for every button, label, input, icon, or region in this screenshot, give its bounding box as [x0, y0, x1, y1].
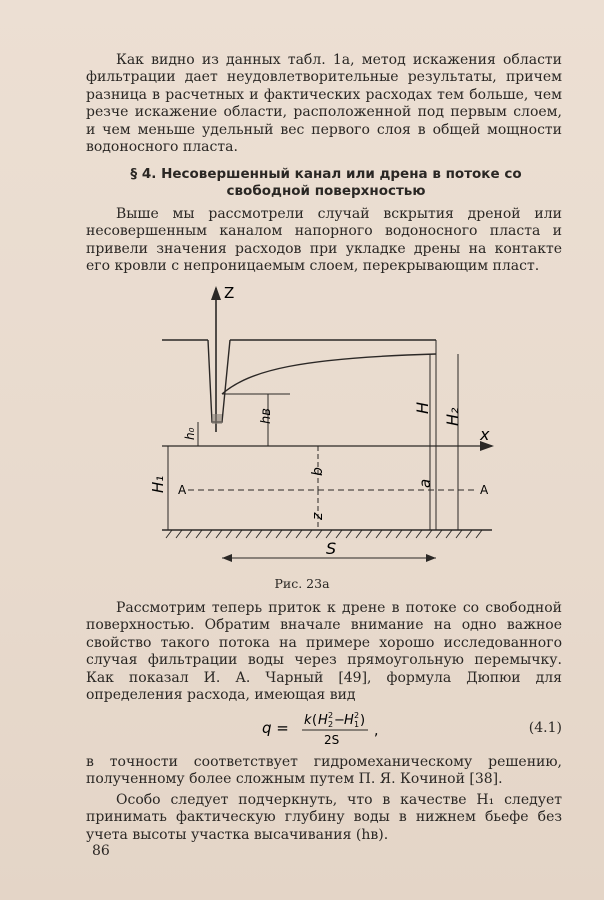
formula-tail: , [374, 723, 379, 739]
formula-h2-sq: 2 [328, 711, 334, 720]
formula-h1-sq: 2 [354, 711, 360, 720]
h2-label: H₂ [443, 407, 462, 426]
formula-number: (4.1) [528, 720, 562, 736]
formula-lhs: q = [262, 719, 289, 737]
b-label: b [310, 467, 326, 476]
paragraph-intro: Как видно из данных табл. 1а, метод искажения области фильтрации дает неудовлетворительные результаты, причем разница в расчетных и фактических расходах тем больше, чем резче искажение области, расположенной под первым слоем, и чем меньше удельный вес первого слоя в общей мощности водоносного пласта. [86, 52, 562, 156]
paragraph-kochina: в точности соответствует гидромеханическому решению, полученному более сложным путем П. Я. Кочиной [38]. [86, 754, 562, 788]
formula-k: k [304, 713, 312, 728]
free-surface-curve [222, 354, 436, 394]
base-hatching [166, 530, 482, 538]
formula-h1-sub: 1 [354, 720, 360, 729]
formula-4-1 [0, 708, 604, 748]
x-axis-label: x [480, 425, 490, 444]
paragraph-previous-case: Выше мы рассмотрели случай вскрытия дреной или несовершенным каналом напорного водоносного пласта и привели значения расходов при укладке дрены на контакте его кровли с непроницаемым слоем, перекрывающим пласт. [86, 206, 562, 275]
paragraph-free-surface: Рассмотрим теперь приток к дрене в потоке со свободной поверхностью. Обратим вначале внимание на одно важное свойство такого потока на примере хорошо исследованного случая фильтрации воды через прямоугольную перемычку. Как показал И. А. Чарный [49], формула Дюпюи для определения расхода, имеющая вид [86, 600, 562, 704]
section-label-a-right: A [480, 483, 489, 497]
z-label: z [310, 512, 326, 520]
drain-water [212, 414, 222, 424]
z-axis-label: Z [224, 284, 235, 302]
svg-text:−: − [334, 713, 345, 728]
h1-label: H₁ [149, 475, 167, 493]
svg-text:): ) [360, 713, 366, 728]
hb-label: hв [259, 408, 274, 424]
a-label: a [416, 478, 434, 488]
formula-h2: H [318, 713, 328, 728]
section-label-a-left: A [178, 483, 187, 497]
formula-h2-sub: 2 [328, 720, 334, 729]
formula-h1: H [344, 713, 354, 728]
h-label: H [413, 401, 432, 414]
page-number: 86 [92, 843, 110, 859]
drain-trench [208, 340, 230, 422]
section-heading: § 4. Несовершенный канал или дрена в потоке со свободной поверхностью [130, 166, 522, 199]
formula-denominator: 2S [324, 733, 340, 747]
z-axis-arrow [211, 286, 221, 300]
s-label: S [326, 539, 337, 558]
h0-label: h₀ [183, 427, 197, 440]
svg-text:(: ( [312, 713, 318, 728]
figure-caption: Рис. 23а [274, 576, 330, 591]
figure-23a [140, 282, 520, 574]
s-arrow-left [222, 554, 232, 562]
paragraph-h1-note: Особо следует подчеркнуть, что в качестве H₁ следует принимать фактическую глубину воды в нижнем бьефе без учета высоты участка высачивания (hв). [86, 792, 562, 843]
s-arrow-right [426, 554, 436, 562]
